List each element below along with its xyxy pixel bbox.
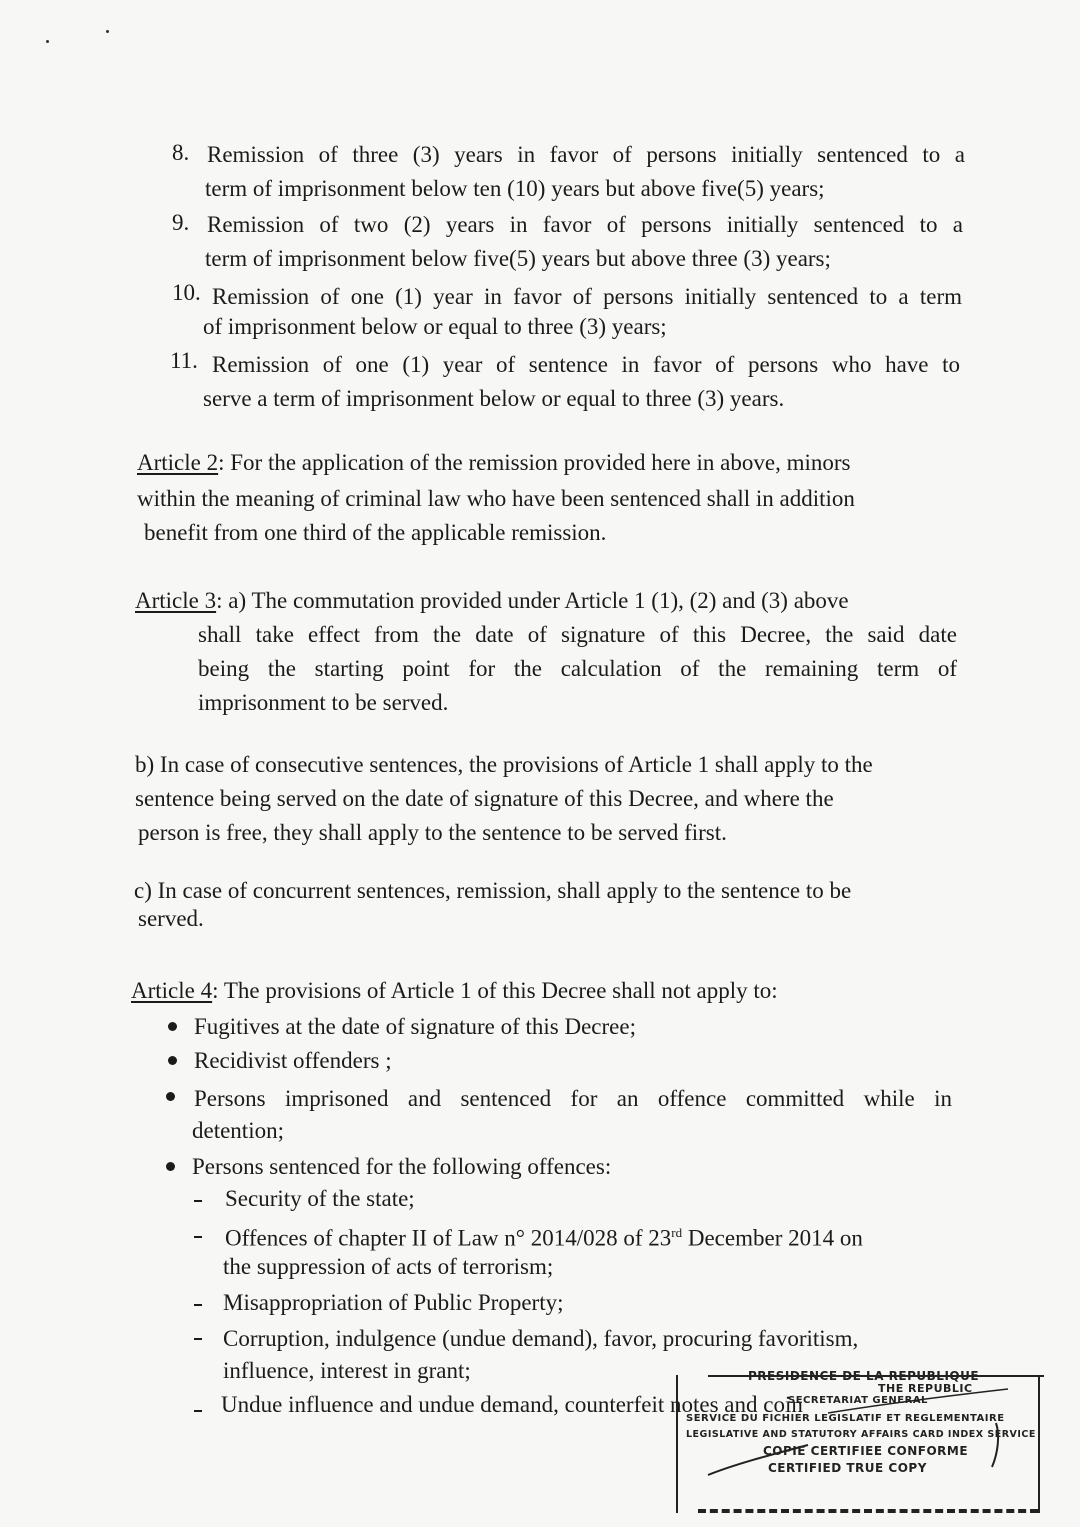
list-item-line: Remission of one (1) year of sentence in favor of persons who have to xyxy=(212,352,960,377)
article-text: sentence being served on the date of signature of this Decree, and where the xyxy=(135,786,834,811)
item-number: 11. xyxy=(170,348,198,373)
list-item-line: Remission of one (1) year in favor of persons initially sentenced to a term xyxy=(212,284,962,309)
list-item-line: Remission of two (2) years in favor of persons initially sentenced to a xyxy=(207,212,963,237)
sub-item: Undue influence and undue demand, counterfeit notes and coin xyxy=(221,1392,803,1417)
article-heading: Article 2 xyxy=(137,450,219,475)
bullet-item: Persons sentenced for the following offences: xyxy=(192,1154,612,1179)
bullet-icon xyxy=(168,1022,177,1031)
article-text: benefit from one third of the applicable remission. xyxy=(144,520,607,545)
list-item-line: term of imprisonment below ten (10) years but above five(5) years; xyxy=(205,176,825,201)
list-item-line: serve a term of imprisonment below or equal to three (3) years. xyxy=(203,386,785,411)
bullet-icon xyxy=(166,1092,175,1101)
bullet-item: Fugitives at the date of signature of this Decree; xyxy=(194,1014,636,1039)
bullet-icon xyxy=(166,1162,175,1171)
sub-item: the suppression of acts of terrorism; xyxy=(223,1254,554,1279)
stamp-line: SECRETARIAT GENERAL xyxy=(788,1395,928,1406)
article-text: imprisonment to be served. xyxy=(198,690,449,715)
scan-speck xyxy=(106,30,109,33)
stamp-line: LEGISLATIVE AND STATUTORY AFFAIRS CARD INDEX SERVICE xyxy=(686,1429,1036,1440)
bullet-item: Persons imprisoned and sentenced for an offence committed while in xyxy=(194,1086,952,1111)
bullet-item: detention; xyxy=(192,1118,284,1143)
dash-icon xyxy=(194,1200,202,1202)
article-text: person is free, they shall apply to the sentence to be served first. xyxy=(138,820,727,845)
sub-item: Security of the state; xyxy=(225,1186,415,1211)
stamp-line: PRESIDENCE DE LA REPUBLIQUE xyxy=(748,1369,980,1383)
stamp-line: THE REPUBLIC xyxy=(878,1382,973,1395)
certification-stamp xyxy=(676,1369,1040,1513)
stamp-line: CERTIFIED TRUE COPY xyxy=(768,1461,927,1475)
article-text: : For the application of the remission provided here in above, minors xyxy=(218,450,851,475)
dash-icon xyxy=(194,1338,202,1340)
dash-icon xyxy=(194,1410,202,1412)
article-text: served. xyxy=(138,906,204,931)
bullet-item: Recidivist offenders ; xyxy=(194,1048,392,1073)
sub-item: Corruption, indulgence (undue demand), favor, procuring favoritism, xyxy=(223,1326,859,1351)
article-text: : a) The commutation provided under Article 1 (1), (2) and (3) above xyxy=(216,588,849,613)
article-heading: Article 3 xyxy=(135,588,217,613)
article-text: c) In case of concurrent sentences, remission, shall apply to the sentence to be xyxy=(134,878,852,903)
item-number: 8. xyxy=(172,140,190,165)
list-item-line: Remission of three (3) years in favor of persons initially sentenced to a xyxy=(207,142,965,167)
sub-item: Offences of chapter II of Law n° 2014/028 of 23rd December 2014 on xyxy=(225,1225,863,1251)
item-number: 9. xyxy=(172,210,190,235)
bullet-icon xyxy=(168,1056,177,1065)
article-text: shall take effect from the date of signature of this Decree, the said date xyxy=(198,622,957,647)
list-item-line: term of imprisonment below five(5) years but above three (3) years; xyxy=(205,246,831,271)
article-text: being the starting point for the calculation of the remaining term of xyxy=(198,656,957,681)
article-heading: Article 4 xyxy=(131,978,213,1003)
signature-scribble xyxy=(678,1375,1038,1513)
scan-speck xyxy=(46,40,49,43)
dash-icon xyxy=(194,1304,202,1306)
list-item-line: of imprisonment below or equal to three (3) years; xyxy=(203,314,667,339)
sub-item: influence, interest in grant; xyxy=(223,1358,471,1383)
dash-icon xyxy=(194,1236,202,1238)
article-text: b) In case of consecutive sentences, the provisions of Article 1 shall apply to the xyxy=(135,752,873,777)
article-text: within the meaning of criminal law who have been sentenced shall in addition xyxy=(137,486,855,511)
article-text: : The provisions of Article 1 of this Decree shall not apply to: xyxy=(212,978,778,1003)
stamp-line: SERVICE DU FICHIER LEGISLATIF ET REGLEMENTAIRE xyxy=(686,1413,1005,1424)
stamp-line: COPIE CERTIFIEE CONFORME xyxy=(763,1444,969,1458)
sub-item: Misappropriation of Public Property; xyxy=(223,1290,564,1315)
item-number: 10. xyxy=(172,280,201,305)
